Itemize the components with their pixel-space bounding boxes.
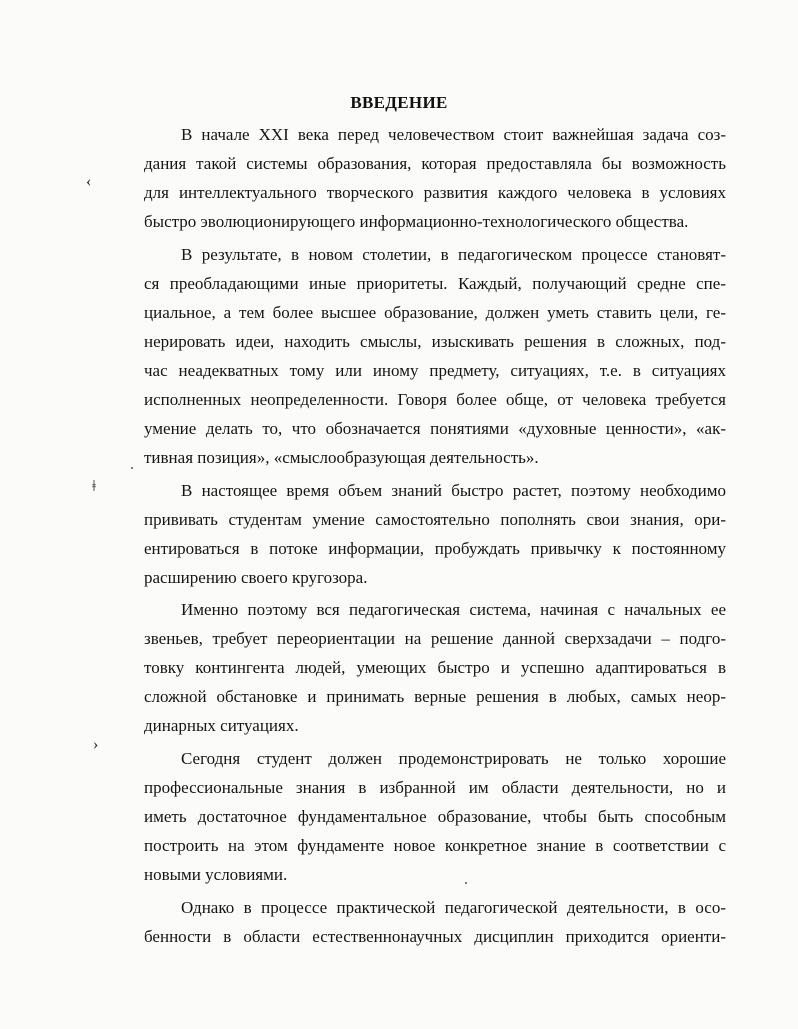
- text-line: построить на этом фундаменте новое конкретное знание в соответствии с: [144, 836, 726, 855]
- text-line: иметь достаточное фундаментальное образование, чтобы быть способным: [144, 807, 726, 826]
- scan-speck: [465, 882, 467, 884]
- page-title: ВВЕДЕНИЕ: [350, 93, 448, 112]
- text-line: бенности в области естественнонаучных дисциплин приходится ориенти-: [144, 927, 726, 946]
- text-line: прививать студентам умение самостоятельно пополнять свои знания, ори-: [144, 510, 726, 529]
- text-line: исполненных неопределенности. Говоря более обще, от человека требуется: [144, 390, 726, 409]
- text-line: новыми условиями.: [144, 865, 288, 884]
- text-line: расширению своего кругозора.: [144, 568, 368, 587]
- text-line: циальное, а тем более высшее образование, должен уметь ставить цели, ге-: [144, 303, 726, 322]
- text-line: профессиональные знания в избранной им области деятельности, но и: [144, 778, 726, 797]
- text-line: ентироваться в потоке информации, пробуждать привычку к постоянному: [144, 539, 726, 558]
- text-line: Сегодня студент должен продемонстрировать не только хорошие: [181, 749, 726, 768]
- margin-mark: ǂ: [92, 478, 96, 495]
- margin-mark: ›: [93, 736, 99, 753]
- text-line: Именно поэтому вся педагогическая система, начиная с начальных ее: [181, 600, 726, 619]
- text-line: звеньев, требует переориентации на решение данной сверхзадачи – подго-: [144, 629, 726, 648]
- text-line: В настоящее время объем знаний быстро растет, поэтому необходимо: [181, 481, 726, 500]
- text-line: ся преобладающими иные приоритеты. Каждый, получающий средне спе-: [144, 274, 726, 293]
- text-line: час неадекватных тому или иному предмету, ситуациях, т.е. в ситуациях: [144, 361, 726, 380]
- text-line: нерировать идеи, находить смыслы, изыскивать решения в сложных, под-: [144, 332, 726, 351]
- text-line: для интеллектуального творческого развития каждого человека в условиях: [144, 183, 726, 202]
- text-line: умение делать то, что обозначается понятиями «духовные ценности», «ак-: [144, 419, 726, 438]
- margin-mark: ‹: [86, 173, 92, 190]
- text-line: быстро эволюционирующего информационно-технологического общества.: [144, 212, 689, 231]
- text-line: динарных ситуациях.: [144, 716, 299, 735]
- text-line: товку контингента людей, умеющих быстро и успешно адаптироваться в: [144, 658, 726, 677]
- text-line: тивная позиция», «смыслообразующая деятельность».: [144, 448, 539, 467]
- scan-speck: [131, 467, 133, 469]
- text-line: дания такой системы образования, которая предоставляла бы возможность: [144, 154, 726, 173]
- text-line: В начале XXI века перед человечеством стоит важнейшая задача соз-: [181, 125, 726, 144]
- text-line: сложной обстановке и принимать верные решения в любых, самых неор-: [144, 687, 726, 706]
- text-line: В результате, в новом столетии, в педагогическом процессе становят-: [181, 245, 726, 264]
- text-line: Однако в процессе практической педагогической деятельности, в осо-: [181, 898, 726, 917]
